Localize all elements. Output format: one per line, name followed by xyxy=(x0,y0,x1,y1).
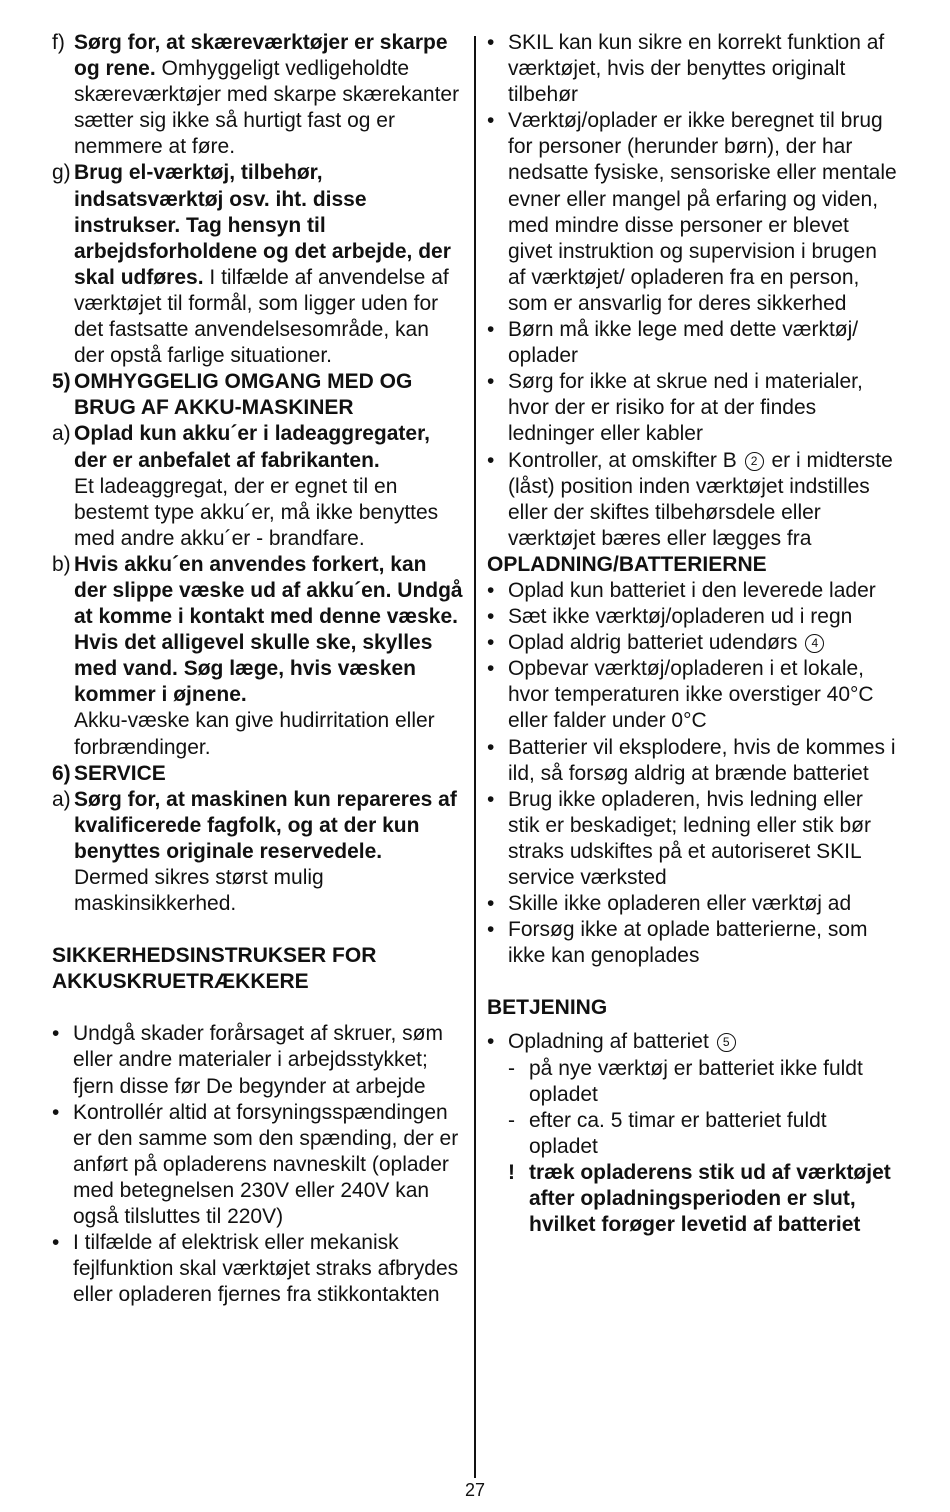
section-5-heading xyxy=(52,369,464,421)
list-item-text: Oplad kun batteriet i den leverede lader xyxy=(508,578,876,602)
warning-text: træk opladerens stik ud af værktøjet after opladningsperioden er slut, hvilket forøger levetid af batteriet xyxy=(529,1160,891,1237)
list-item-text: Skille ikke opladeren eller værktøj ad xyxy=(508,892,852,916)
list-item xyxy=(487,369,899,447)
right-column xyxy=(487,30,899,1238)
item-f xyxy=(52,30,464,160)
list-item xyxy=(487,917,899,969)
item-label: f) xyxy=(52,31,65,54)
bullet-dot: • xyxy=(487,892,495,916)
section-title: SERVICE xyxy=(74,761,166,785)
item-label: a) xyxy=(52,787,71,811)
bullet-dot: • xyxy=(487,1030,495,1054)
item-text: Dermed sikres størst mulig maskinsikkerhed. xyxy=(74,866,324,916)
bullet-dot: • xyxy=(487,918,495,942)
bullet-dot: • xyxy=(487,735,495,759)
list-item-text: Værktøj/oplader er ikke beregnet til brug for personer (herunder børn), der har nedsatte fysiske, sensoriske eller mentale evner eller mangel på erfaring og viden, med mindre disse personer er blevet givet instruktion og supervision i brugen af værktøjet/ opladeren fra en person, som er ansvarlig for deres sikkerhed xyxy=(508,109,897,315)
section-6-heading xyxy=(52,761,464,787)
dash-mark: - xyxy=(508,1056,515,1080)
sub-list-item xyxy=(487,1056,899,1108)
item-label: b) xyxy=(52,552,71,576)
safety-heading: SIKKERHEDSINSTRUKSER FOR AKKUSKRUETRÆKKERE xyxy=(52,944,377,994)
bullet-dot: • xyxy=(487,370,495,394)
figure-ref-circle: 5 xyxy=(717,1033,736,1052)
sub-list-item-text: på nye værktøj er batteriet ikke fuldt opladet xyxy=(529,1056,863,1106)
bullet-dot: • xyxy=(52,1231,60,1255)
item-5b xyxy=(52,552,464,761)
item-5a xyxy=(52,421,464,551)
item-text: Omhyggeligt vedligeholdte skæreværktøjer med skarpe skærekanter sætter sig ikke så hurtigt fast og er nemmere at føre. xyxy=(74,57,460,159)
list-item xyxy=(487,787,899,891)
list-item xyxy=(487,448,899,552)
list-item-text: er i midterste (låst) position inden værktøjet indstilles eller der skiftes tilbehørsdele eller værktøjet bæres eller lægges fra xyxy=(508,448,893,550)
list-item xyxy=(52,1230,464,1308)
section-title: OMHYGGELIG OMGANG MED OG BRUG AF AKKU-MASKINER xyxy=(74,370,413,420)
item-text: I tilfælde af anvendelse af værktøjet til formål, som ligger uden for det fastsatte anvendelsesområde, kan der opstå farlige situationer. xyxy=(74,265,449,368)
warning-mark: ! xyxy=(508,1160,515,1184)
list-item-text: SKIL kan kun sikre en korrekt funktion af værktøjet, hvis der benyttes originalt tilbehør xyxy=(508,31,885,107)
warning-note xyxy=(487,1160,899,1238)
figure-ref-circle: 2 xyxy=(745,452,764,471)
list-item-text: Forsøg ikke at oplade batterierne, som ikke kan genoplades xyxy=(508,918,868,968)
list-item xyxy=(487,630,899,656)
list-item-text: Brug ikke opladeren, hvis ledning eller stik er beskadiget; ledning eller stik bør straks udskiftes på et autoriseret SKIL service værksted xyxy=(508,787,871,889)
list-item xyxy=(487,891,899,917)
bullet-dot: • xyxy=(487,605,495,629)
item-label: a) xyxy=(52,422,71,446)
item-bold-text: Oplad kun akku´er i ladeaggregater, der er anbefalet af fabrikanten. xyxy=(74,422,430,472)
list-item-text: I tilfælde af elektrisk eller mekanisk fejlfunktion skal værktøjet straks afbrydes eller opladeren fjernes fra stikkontakten xyxy=(73,1231,459,1307)
column-divider xyxy=(474,36,476,1478)
bullet-dot: • xyxy=(487,109,495,133)
list-item-text: Oplad aldrig batteriet udendørs xyxy=(508,631,798,655)
list-item xyxy=(487,578,899,604)
item-6a xyxy=(52,787,464,917)
item-bold-text: Hvis akku´en anvendes forkert, kan der slippe væske ud af akku´en. Undgå at komme i kontakt med denne væske. Hvis det alligevel skulle ske, skylles med vand. Søg læge, hvis væsken kommer i øjnene. xyxy=(74,552,463,707)
list-item-text: Opbevar værktøj/opladeren i et lokale, hvor temperaturen ikke overstiger 40°C eller falder under 0°C xyxy=(508,657,874,733)
item-text: Et ladeaggregat, der er egnet til en bestemt type akku´er, må ikke benyttes med andre akku´er - brandfare. xyxy=(74,474,439,550)
list-item xyxy=(52,1021,464,1099)
list-item xyxy=(52,1100,464,1230)
list-item-text: Undgå skader forårsaget af skruer, søm eller andre materialer i arbejdsstykket; fjern disse før De begynder at arbejde xyxy=(73,1022,443,1098)
figure-ref-circle: 4 xyxy=(805,634,824,653)
charging-heading: OPLADNING/BATTERIERNE xyxy=(487,552,767,576)
list-item xyxy=(487,30,899,108)
list-item-text: Børn må ikke lege med dette værktøj/ oplader xyxy=(508,318,859,368)
item-bold-text: Sørg for, at skæreværktøjer er skarpe og rene. xyxy=(74,31,448,81)
item-text: Akku-væske kan give hudirritation eller forbrændinger. xyxy=(74,709,435,759)
list-item-text: Batterier vil eksplodere, hvis de kommes i ild, så forsøg aldrig at brænde batteriet xyxy=(508,735,896,785)
bullet-dot: • xyxy=(487,448,495,472)
list-item-text: Kontrollér altid at forsyningsspændingen er den samme som den spænding, der er anført på opladerens navneskilt (oplader med betegnelsen 230V eller 240V kan også tilsluttes til 220V) xyxy=(73,1100,459,1229)
list-item-text: Kontroller, at omskifter B xyxy=(508,448,737,472)
section-number: 5) xyxy=(52,370,71,394)
list-item xyxy=(487,656,899,734)
bullet-dot: • xyxy=(487,631,495,655)
operation-heading: BETJENING xyxy=(487,996,608,1020)
bullet-dot: • xyxy=(487,318,495,342)
list-item xyxy=(487,317,899,369)
section-number: 6) xyxy=(52,761,71,785)
bullet-dot: • xyxy=(487,31,495,54)
item-bold-text: Sørg for, at maskinen kun repareres af kvalificerede fagfolk, og at der kun benyttes originale reservedele. xyxy=(74,787,457,863)
dash-mark: - xyxy=(508,1108,515,1132)
list-item-text: Sæt ikke værktøj/opladeren ud i regn xyxy=(508,605,853,629)
bullet-dot: • xyxy=(52,1100,60,1124)
list-item xyxy=(487,1029,899,1055)
list-item-text: Opladning af batteriet xyxy=(508,1030,709,1054)
bullet-dot: • xyxy=(52,1022,60,1046)
list-item xyxy=(487,735,899,787)
list-item xyxy=(487,108,899,317)
sub-list-item-text: efter ca. 5 timar er batteriet fuldt opladet xyxy=(529,1108,827,1158)
list-item-text: Sørg for ikke at skrue ned i materialer, hvor der er risiko for at der findes ledninger eller kabler xyxy=(508,370,863,446)
list-item xyxy=(487,604,899,630)
item-bold-text: Brug el-værktøj, tilbehør, indsatsværktøj osv. iht. disse instrukser. Tag hensyn til arbejdsforholdene og det arbejde, der skal udføres. xyxy=(74,161,451,289)
bullet-dot: • xyxy=(487,657,495,681)
bullet-dot: • xyxy=(487,787,495,811)
item-g xyxy=(52,160,464,369)
item-label: g) xyxy=(52,161,71,185)
page-number: 27 xyxy=(464,1480,486,1500)
bullet-dot: • xyxy=(487,578,495,602)
sub-list-item xyxy=(487,1108,899,1160)
left-column xyxy=(52,30,464,1308)
